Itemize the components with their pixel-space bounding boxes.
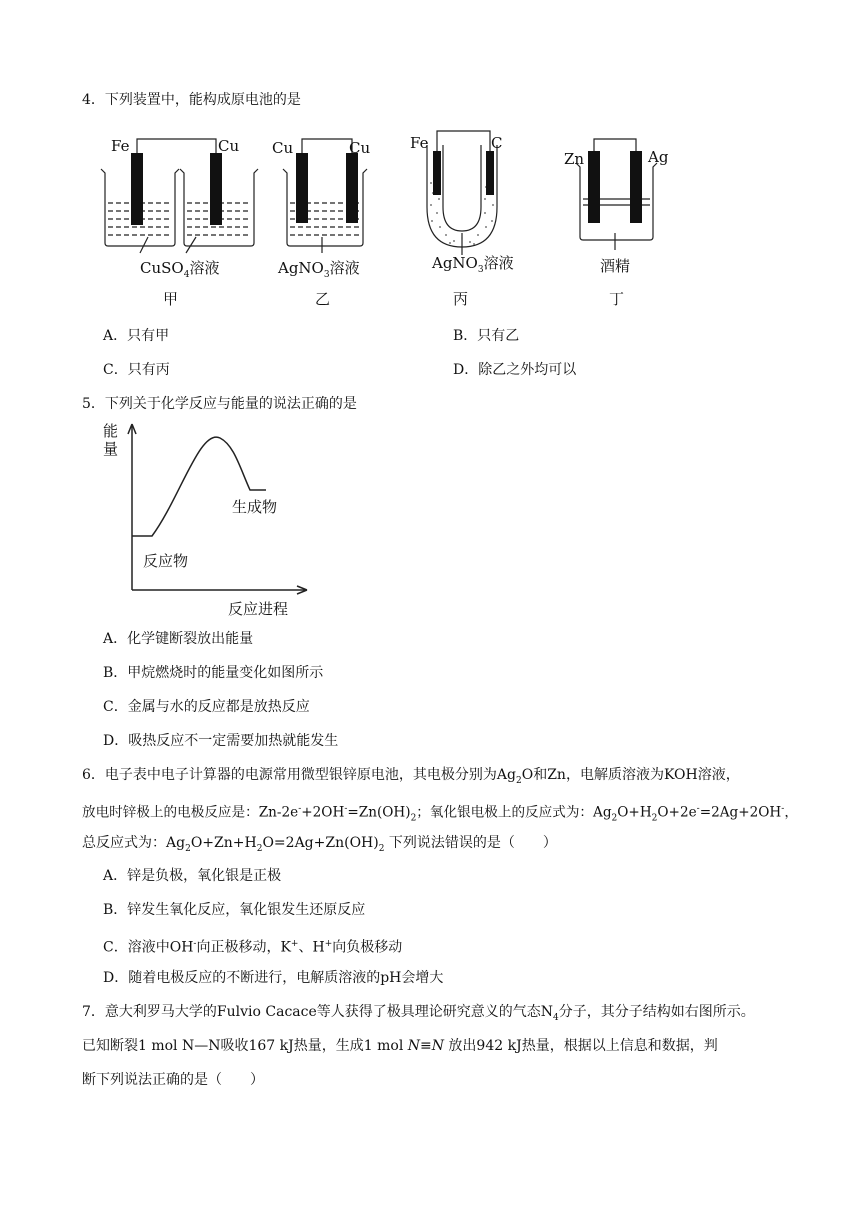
q6-line-2: 放电时锌极上的电极反应是：$Zn-2e^-+2OH^-=Zn(OH)_2$；氧化银电极上的反应式为：$Ag_2O+H_2O+2e^-=2Ag+2OH^-$， [82, 804, 798, 824]
q4-c-left-electrode: Fe [410, 134, 429, 152]
q5-reactant-label: 反应物 [143, 552, 189, 570]
q4-d-tag: 丁 [609, 290, 625, 308]
q4-apparatus-figure [0, 125, 860, 325]
q7-line-3: 断下列说法正确的是（ ） [82, 1072, 264, 1088]
q5-stem: 5．下列关于化学反应与能量的说法正确的是 [82, 396, 357, 412]
q6-option-b: B．锌发生氧化反应，氧化银发生还原反应 [103, 902, 366, 918]
q6-line-1: 6．电子表中电子计算器的电源常用微型银锌原电池，其电极分别为$Ag_2O$和Zn，电解质溶液为KOH溶液， [82, 767, 740, 786]
q6-line-3: 总反应式为：$Ag_2O+Zn+H_2O=2Ag+Zn(OH)_2$ 下列说法错误的是（ ） [82, 835, 557, 854]
q4-option-b: B．只有乙 [453, 328, 520, 344]
q4-c-right-electrode: C [491, 134, 503, 152]
q4-option-d: D．除乙之外均可以 [453, 362, 577, 378]
q5-y-label-1: 能 [103, 422, 119, 440]
q5-energy-graph [120, 418, 340, 618]
q4-a-tag: 甲 [163, 290, 179, 308]
q6-option-c: C．溶液中OH-向正极移动，K+、H+向负极移动 [103, 939, 403, 956]
q5-y-label-2: 量 [103, 440, 119, 458]
q4-d-solution: 酒精 [600, 257, 631, 275]
q6-option-d: D．随着电极反应的不断进行，电解质溶液的pH会增大 [103, 970, 444, 986]
q7-line-2: 已知断裂1 mol N—N吸收167 kJ热量，生成1 mol N≡N 放出942 kJ热量，根据以上信息和数据，判 [82, 1038, 718, 1054]
q4-b-left-electrode: Cu [272, 139, 294, 157]
q4-c-solution: AgNO$_3$溶液 [432, 254, 514, 275]
q4-a-solution: CuSO$_4$溶液 [140, 259, 220, 280]
q7-line-1: 7．意大利罗马大学的Fulvio Cacace等人获得了极具理论研究意义的气态$N_4$分子，其分子结构如右图所示。 [82, 1004, 755, 1023]
q4-c-tag: 丙 [453, 290, 469, 308]
q4-b-solution: AgNO$_3$溶液 [278, 259, 360, 280]
q5-option-b: B．甲烷燃烧时的能量变化如图所示 [103, 665, 324, 681]
q4-a-right-electrode: Cu [218, 137, 240, 155]
q4-a-left-electrode: Fe [111, 137, 130, 155]
q5-x-label: 反应进程 [228, 600, 289, 618]
q5-option-c: C．金属与水的反应都是放热反应 [103, 699, 310, 715]
q5-product-label: 生成物 [232, 498, 278, 516]
q4-b-tag: 乙 [315, 290, 331, 308]
q4-option-a: A．只有甲 [103, 328, 170, 344]
q4-b-right-electrode: Cu [349, 139, 371, 157]
q6-option-a: A．锌是负极，氧化银是正极 [103, 868, 282, 884]
q5-option-a: A．化学键断裂放出能量 [103, 631, 254, 647]
q4-stem: 4．下列装置中，能构成原电池的是 [82, 92, 301, 108]
q4-d-left-electrode: Zn [564, 150, 585, 168]
q4-option-c: C．只有丙 [103, 362, 170, 378]
q4-d-right-electrode: Ag [648, 148, 669, 166]
q5-option-d: D．吸热反应不一定需要加热就能发生 [103, 733, 339, 749]
